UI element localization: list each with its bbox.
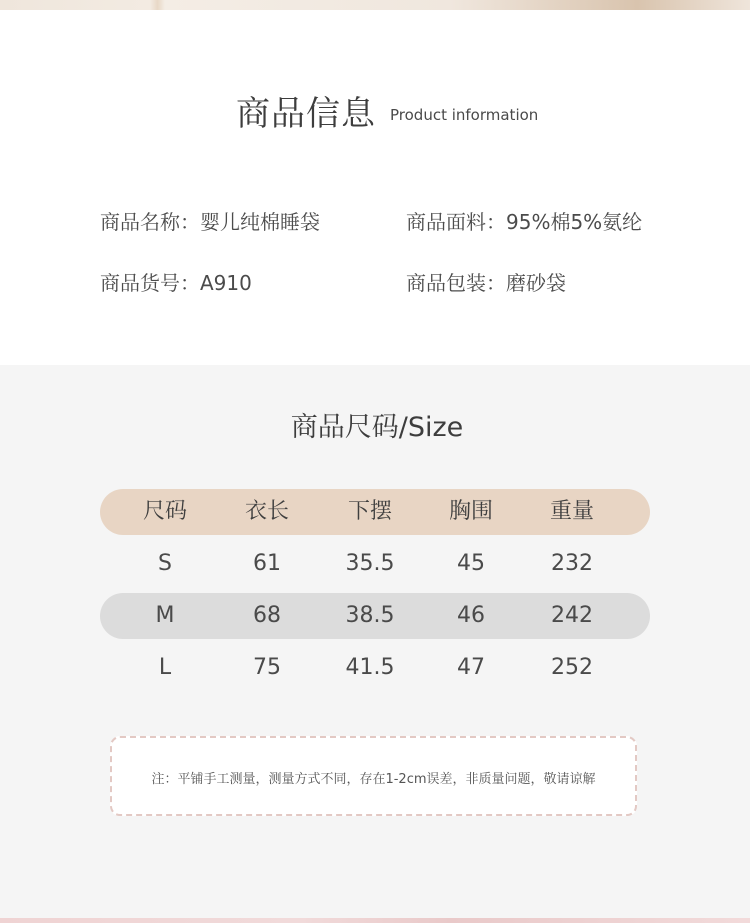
info-field-name (100, 206, 320, 235)
info-field-label: 商品名称： (100, 210, 200, 234)
table-row (100, 645, 650, 691)
table-row (100, 593, 650, 639)
info-field-label: 商品货号： (100, 271, 200, 295)
table-cell: 46 (457, 603, 485, 628)
size-table (100, 489, 650, 697)
measurement-note-text: 注：平铺手工测量，测量方式不同，存在1-2cm误差，非质量问题，敬请谅解 (151, 772, 596, 787)
table-cell: 45 (457, 551, 485, 576)
header-cell-weight: 重量 (549, 499, 594, 524)
size-title: 商品尺码/Size (290, 412, 464, 443)
size-section (0, 365, 750, 918)
table-cell: 68 (253, 603, 281, 628)
measurement-note-box (110, 736, 637, 816)
info-title: 商品信息 (236, 94, 376, 134)
product-info-section (0, 10, 750, 365)
table-cell: S (158, 551, 172, 576)
info-field-packaging (406, 267, 566, 296)
table-cell: 47 (457, 655, 485, 680)
info-field-label: 商品面料： (406, 210, 506, 234)
info-field-value: 磨砂袋 (506, 271, 566, 295)
top-photo-strip (0, 0, 750, 10)
header-cell-length: 衣长 (244, 499, 289, 524)
table-cell: 232 (551, 551, 593, 576)
header-cell-chest: 胸围 (448, 499, 493, 524)
table-cell: 75 (253, 655, 281, 680)
info-field-value: A910 (200, 271, 252, 295)
table-cell: 252 (551, 655, 593, 680)
info-field-item-number (100, 267, 252, 296)
table-cell: L (158, 655, 172, 680)
info-field-label: 商品包装： (406, 271, 506, 295)
info-field-value: 婴儿纯棉睡袋 (200, 210, 320, 234)
header-cell-hem: 下摆 (347, 499, 392, 524)
header-cell-size: 尺码 (142, 499, 187, 524)
info-field-value: 95%棉5%氨纶 (506, 210, 643, 234)
table-cell: 61 (253, 551, 281, 576)
bottom-photo-strip (0, 918, 750, 923)
table-cell: 35.5 (345, 551, 395, 576)
table-cell: M (155, 603, 175, 628)
size-table-header (100, 489, 650, 535)
table-cell: 38.5 (345, 603, 395, 628)
table-cell: 242 (551, 603, 593, 628)
info-subtitle: Product information (390, 106, 539, 124)
info-field-fabric (406, 206, 642, 235)
table-cell: 41.5 (345, 655, 395, 680)
table-row (100, 541, 650, 587)
